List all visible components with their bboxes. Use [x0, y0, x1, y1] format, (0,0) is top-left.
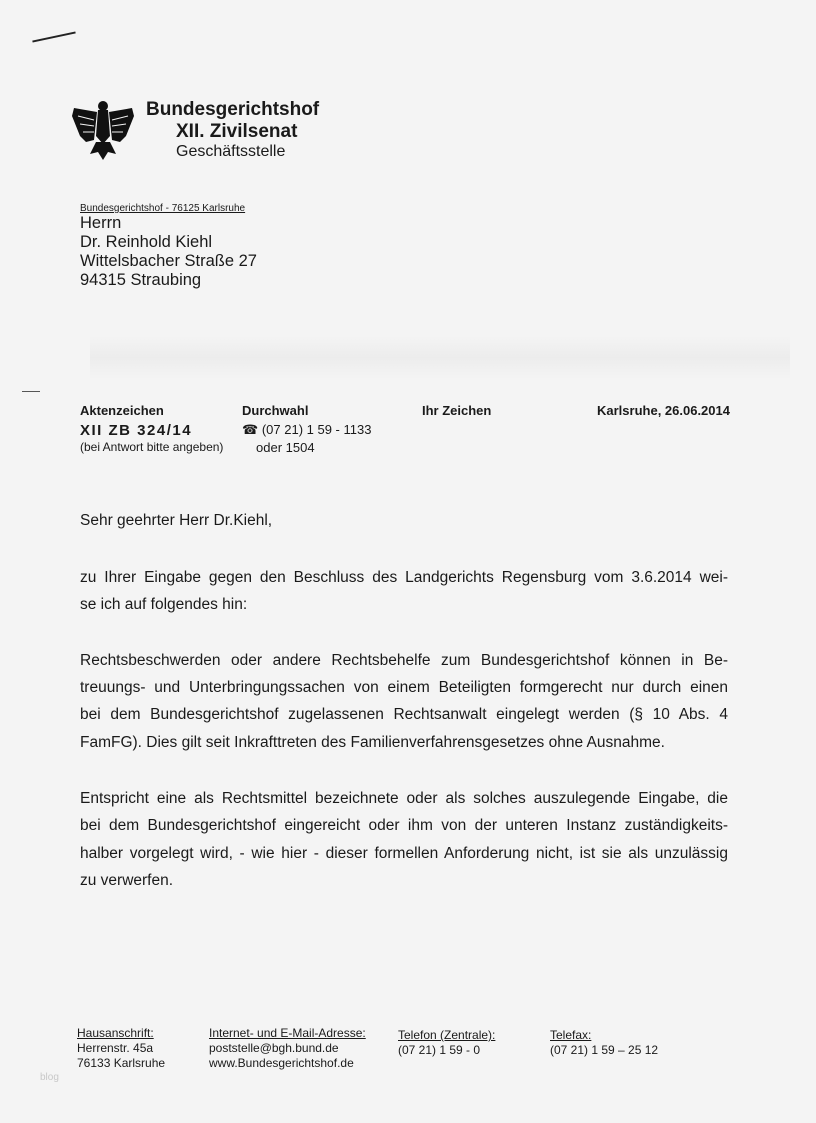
address-line: Herrenstr. 45a: [77, 1041, 154, 1055]
telephone-icon: ☎: [242, 422, 259, 437]
recipient-line: Dr. Reinhold Kiehl: [80, 233, 213, 251]
body-line: bei dem Bundesgerichtshof eingereicht oder ihm von der unteren Instanz zuständigkeits-: [80, 817, 728, 834]
body-line: FamFG). Dies gilt seit Inkrafttreten des Familienverfahrensgesetzes ohne Ausnahme.: [80, 734, 665, 751]
aktenzeichen-value: XII ZB 324/14: [80, 422, 193, 439]
phone-label: Telefon (Zentrale):: [398, 1028, 496, 1042]
recipient-line: 94315 Straubing: [80, 271, 202, 289]
federal-eagle-icon: [70, 96, 136, 162]
fold-mark: [22, 391, 40, 392]
scan-smudge: [90, 335, 790, 380]
address-line: 76133 Karlsruhe: [77, 1056, 166, 1070]
watermark: blog: [40, 1072, 59, 1083]
web-label: Internet- und E-Mail-Adresse:: [209, 1026, 366, 1040]
fax-value: (07 21) 1 59 – 25 12: [550, 1043, 659, 1057]
body-line: bei dem Bundesgerichtshof zugelassenen Rechtsanwalt eingelegt werden (§ 10 Abs. 4: [80, 706, 728, 723]
body-line: zu Ihrer Eingabe gegen den Beschluss des Landgerichts Regensburg vom 3.6.2014 wei-: [80, 569, 728, 586]
body-line: Entspricht eine als Rechtsmittel bezeichnete oder als solches auszulegende Eingabe, die: [80, 790, 728, 807]
phone-value: (07 21) 1 59 - 0: [398, 1043, 481, 1057]
recipient-line: Wittelsbacher Straße 27: [80, 252, 257, 270]
salutation: Sehr geehrter Herr Dr.Kiehl,: [80, 512, 273, 529]
body-line: Rechtsbeschwerden oder andere Rechtsbehelfe zum Bundesgerichtshof können in Be-: [80, 652, 728, 669]
body-line: se ich auf folgendes hin:: [80, 596, 248, 613]
recipient-line: Herrn: [80, 214, 122, 232]
body-line: treuungs- und Unterbringungssachen von einem Beteiligten formgerecht nur durch einen: [80, 679, 728, 696]
place-date: Karlsruhe, 26.06.2014: [597, 403, 730, 418]
footer-fax: [550, 1028, 658, 1058]
pen-mark: [32, 31, 75, 42]
sender-line: Bundesgerichtshof - 76125 Karlsruhe: [80, 203, 246, 214]
durchwahl-value: (07 21) 1 59 - 1133: [261, 422, 372, 437]
body-line: halber vorgelegt wird, - wie hier - dieser formellen Anforderung nicht, ist sie als unzulässig: [80, 845, 728, 862]
aktenzeichen-label: Aktenzeichen: [80, 403, 164, 418]
footer-phone: [398, 1028, 495, 1058]
court-name: Bundesgerichtshof: [146, 99, 320, 120]
footer-web: [209, 1026, 366, 1071]
durchwahl-alt: oder 1504: [256, 440, 315, 455]
address-label: Hausanschrift:: [77, 1026, 154, 1040]
fax-label: Telefax:: [550, 1028, 592, 1042]
office-name: Geschäftsstelle: [176, 143, 286, 160]
ihr-zeichen-label: Ihr Zeichen: [422, 403, 492, 418]
email-link[interactable]: poststelle@bgh.bund.de: [209, 1041, 339, 1055]
footer-address: [77, 1026, 165, 1071]
senate-name: XII. Zivilsenat: [176, 121, 298, 142]
durchwahl-label: Durchwahl: [242, 403, 309, 418]
aktenzeichen-note: (bei Antwort bitte angeben): [80, 440, 224, 454]
website-link[interactable]: www.Bundesgerichtshof.de: [209, 1056, 354, 1070]
body-line: zu verwerfen.: [80, 872, 174, 889]
durchwahl-row: [242, 422, 371, 438]
